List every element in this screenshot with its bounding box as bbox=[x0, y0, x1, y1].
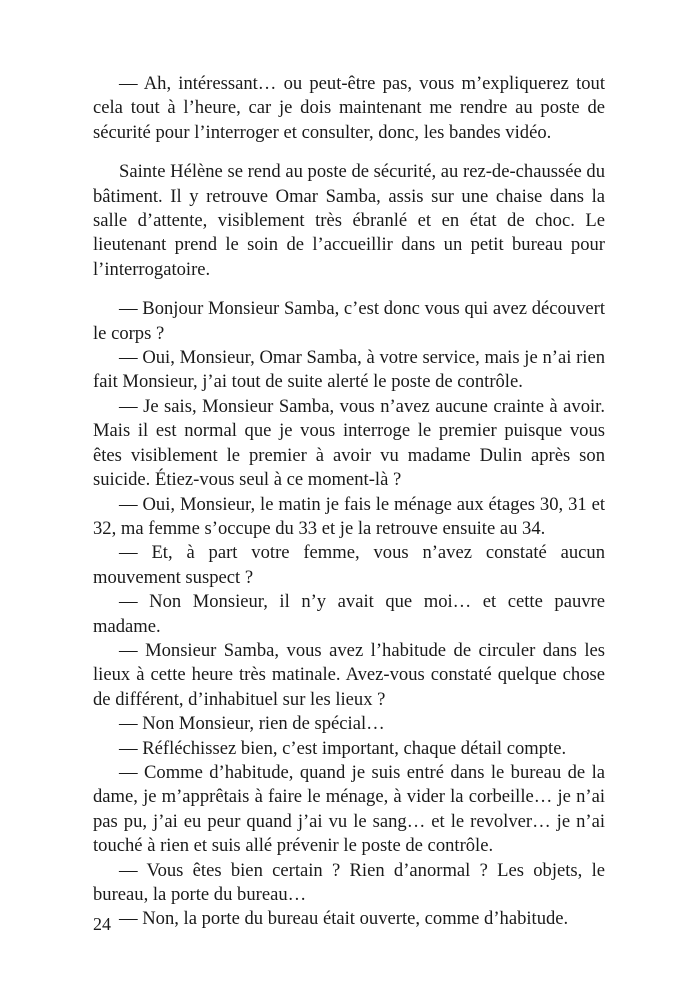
paragraph: — Et, à part votre femme, vous n’avez constaté aucun mouvement suspect ? bbox=[93, 542, 605, 588]
paragraph: — Bonjour Monsieur Samba, c’est donc vous qui avez découvert le corps ? bbox=[93, 298, 605, 344]
paragraph: — Monsieur Samba, vous avez l’habitude de circuler dans les lieux à cette heure très matinale. Avez-vous constaté quelque chose de différent, d’inhabituel sur les lieux ? bbox=[93, 639, 605, 710]
paragraph: — Ah, intéressant… ou peut-être pas, vous m’expliquerez tout cela tout à l’heure, car je dois maintenant me rendre au poste de sécurité pour l’interroger et consulter, donc, les bandes vidéo. bbox=[93, 73, 605, 143]
paragraph: Sainte Hélène se rend au poste de sécurité, au rez-de-chaussée du bâtiment. Il y retrouve Omar Samba, assis sur une chaise dans la salle d’attente, visiblement très ébranlé et en état de choc. Le lieutenant prend le soin de l’accueillir dans un petit bureau pour l’interrogatoire. bbox=[93, 161, 605, 280]
paragraph: — Oui, Monsieur, Omar Samba, à votre service, mais je n’ai rien fait Monsieur, j’ai tout de suite alerté le poste de contrôle. bbox=[93, 347, 605, 393]
page-number: 24 bbox=[93, 914, 111, 934]
paragraph: — Réfléchissez bien, c’est important, chaque détail compte. bbox=[119, 737, 567, 759]
paragraph: — Comme d’habitude, quand je suis entré dans le bureau de la dame, je m’apprêtais à faire le ménage, à vider la corbeille… je n’ai pas pu, j’ai eu peur quand j’ai vu le sang… et le revolver… je n’ai touché à rien et suis allé prévenir le poste de contrôle. bbox=[93, 761, 605, 857]
paragraph: — Vous êtes bien certain ? Rien d’anormal ? Les objets, le bureau, la porte du bureau… bbox=[93, 859, 605, 905]
paragraph: — Non Monsieur, il n’y avait que moi… et cette pauvre madame. bbox=[93, 591, 605, 637]
paragraph: — Non, la porte du bureau était ouverte, comme d’habitude. bbox=[119, 908, 569, 930]
paragraph: — Oui, Monsieur, le matin je fais le ménage aux étages 30, 31 et 32, ma femme s’occupe du 33 et je la retrouve ensuite au 34. bbox=[93, 493, 605, 539]
paragraph: — Non Monsieur, rien de spécial… bbox=[119, 713, 385, 735]
paragraph: — Je sais, Monsieur Samba, vous n’avez aucune crainte à avoir. Mais il est normal que je vous interroge le premier puisque vous êtes visiblement le premier à avoir vu madame Dulin après son suicide. Étiez-vous seul à ce moment-là ? bbox=[93, 395, 605, 491]
body-text bbox=[93, 72, 605, 932]
